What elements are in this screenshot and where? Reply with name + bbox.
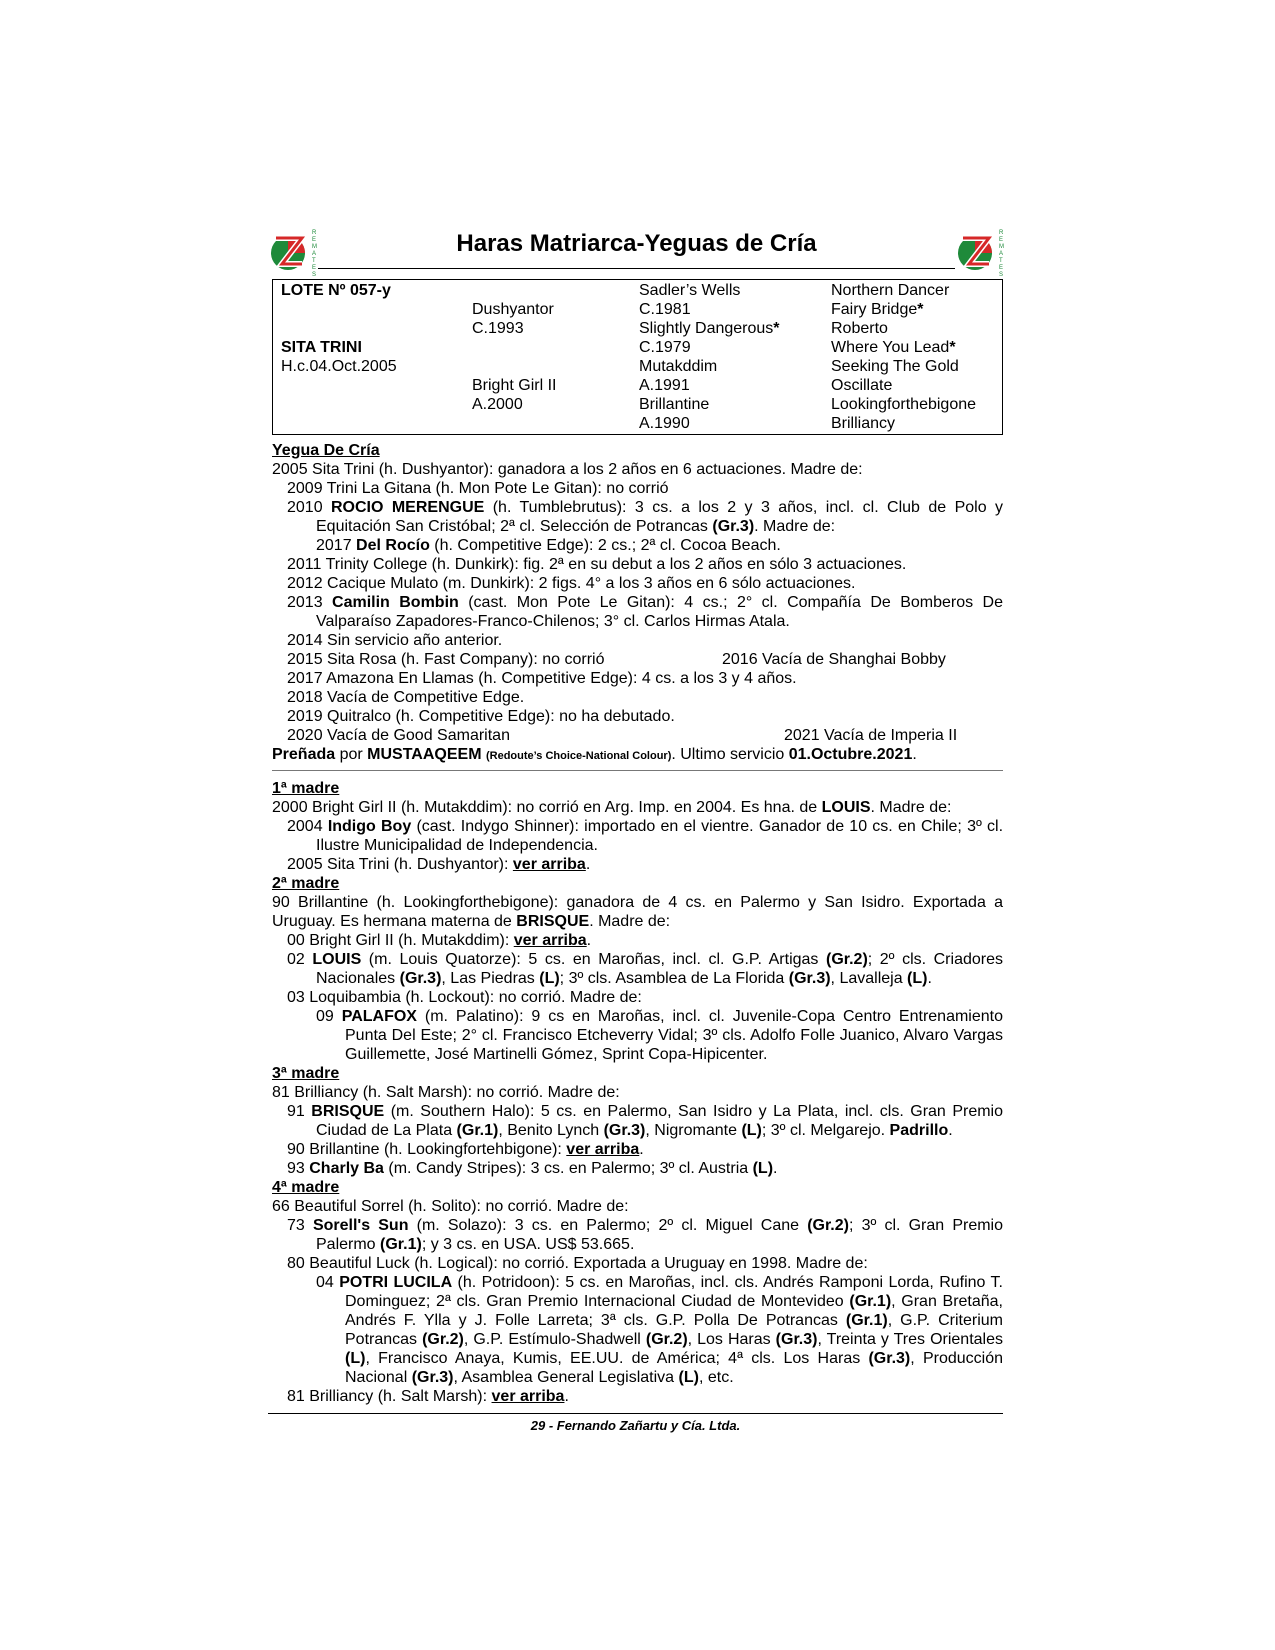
page-footer: 29 - Fernando Zañartu y Cía. Ltda. <box>530 1418 741 1433</box>
text-run: ; y 3 cs. en USA. US$ 53.665. <box>421 1236 635 1253</box>
text-run: (Gr.2) <box>645 1331 688 1348</box>
text-run: (Gr.3) <box>788 970 831 987</box>
star-mark: * <box>773 320 780 337</box>
text-line: 2012 Cacique Mulato (m. Dunkirk): 2 figs. 4° a los 3 años en 6 sólo actuaciones. <box>287 575 856 592</box>
text-line <box>272 817 1003 855</box>
text-run: . <box>586 932 592 949</box>
text-run: (Gr.2) <box>807 1217 849 1234</box>
text-line: 2009 Trini La Gitana (h. Mon Pote Le Gitan): no corrió <box>287 480 669 497</box>
zr-logo-icon <box>955 226 1005 276</box>
text-run: , G.P. Estímulo-Shadwell <box>463 1331 646 1348</box>
text-run: BRISQUE <box>311 1103 385 1120</box>
svg-text:E: E <box>312 237 317 243</box>
text-run: 2021 Vacía de Imperia II <box>784 727 958 744</box>
horse-birth: H.c.04.Oct.2005 <box>281 358 397 375</box>
section-heading: 1ª madre <box>272 780 340 797</box>
text-run: (h. Potridoon): 5 cs. en Maroñas, incl. cls. Andrés Ramponi Lorda, Rufino T. Dominguez; 2ª cls. Gran Premio Internacional Ciudad de Montevideo <box>345 1274 1003 1310</box>
text-run: Indigo Boy <box>327 818 412 835</box>
text-run: 2017 <box>316 537 357 554</box>
pregnancy-line <box>272 745 1003 764</box>
text-run: , Nigromante <box>645 1122 742 1139</box>
ancestor: Where You Lead <box>831 339 950 356</box>
text-run: . <box>564 1388 569 1405</box>
text-run: ; 2º cls. Criadores Nacionales <box>316 951 1003 987</box>
ancestor: Brillantine <box>639 396 710 413</box>
text-run: 73 <box>287 1217 313 1234</box>
star-mark: * <box>917 301 924 318</box>
page-header <box>268 226 1005 276</box>
svg-text:E: E <box>312 265 317 271</box>
text-run: (L) <box>678 1369 699 1386</box>
cross-reference: ver arriba <box>512 856 586 873</box>
text-run: , G.P. Criterium Potrancas <box>345 1312 1004 1348</box>
text-line <box>272 1387 1003 1406</box>
text-line: 2019 Quitralco (h. Competitive Edge): no ha debutado. <box>287 708 675 725</box>
text-run: , Las Piedras <box>441 970 540 987</box>
text-run: PALAFOX <box>341 1008 417 1025</box>
text-line <box>272 650 1003 669</box>
text-line: 80 Beautiful Luck (h. Logical): no corrió. Exportada a Uruguay en 1998. Madre de: <box>287 1255 868 1272</box>
svg-text:R: R <box>312 230 317 236</box>
text-run: Padrillo <box>889 1122 949 1139</box>
text-line <box>272 1102 1003 1140</box>
text-run: MUSTAAQEEM <box>367 746 482 763</box>
ancestor: Northern Dancer <box>831 282 950 299</box>
text-line <box>272 798 1003 817</box>
text-run: LOUIS <box>821 799 871 816</box>
svg-text:E: E <box>999 265 1004 271</box>
text-run: 2016 Vacía de Shanghai Bobby <box>722 651 946 668</box>
cross-reference: ver arriba <box>566 1141 640 1158</box>
text-line <box>272 536 1003 555</box>
text-line <box>272 931 1003 950</box>
text-run: (cast. Mon Pote Le Gitan): 4 cs.; 2° cl. Compañía De Bomberos De Valparaíso Zapadores-Franco-Chilenos; 3° cl. Carlos Hirmas Atala. <box>316 594 1004 630</box>
text-run: 00 Bright Girl II (h. Mutakddim): <box>287 932 514 949</box>
text-run: (Gr.1) <box>380 1236 422 1253</box>
dam-name: Bright Girl II <box>472 377 557 394</box>
text-run: , Los Haras <box>687 1331 776 1348</box>
text-run: (L) <box>539 970 560 987</box>
sire-name: Dushyantor <box>472 301 554 318</box>
text-run: (m. Southern Halo): 5 cs. en Palermo, San Isidro y La Plata, incl. cls. Gran Premio Ciudad de La Plata <box>316 1103 1003 1139</box>
text-run: 2013 <box>287 594 333 611</box>
text-run: (Gr.1) <box>849 1293 892 1310</box>
ancestor-year: C.1979 <box>639 339 691 356</box>
text-run: . <box>948 1122 953 1139</box>
svg-text:A: A <box>312 251 317 257</box>
text-run: ; 3º cl. Melgarejo. <box>761 1122 890 1139</box>
text-run: (m. Solazo): 3 cs. en Palermo; 2º cl. Miguel Cane <box>408 1217 808 1234</box>
text-run: , Treinta y Tres Orientales <box>817 1331 1003 1348</box>
ancestor: Lookingforthebigone <box>831 396 977 413</box>
zr-logo-icon <box>268 226 318 276</box>
ancestor-starred <box>831 338 956 357</box>
text-run: ROCIO MERENGUE <box>331 499 485 516</box>
text-run: , Asamblea General Legislativa <box>453 1369 679 1386</box>
text-run: 81 Brilliancy (h. Salt Marsh): <box>287 1388 492 1405</box>
text-line <box>272 498 1003 536</box>
svg-text:T: T <box>999 258 1003 264</box>
page-title: Haras Matriarca-Yeguas de Cría <box>456 230 817 257</box>
text-run: (Gr.3) <box>411 1369 454 1386</box>
text-run: 2015 Sita Rosa (h. Fast Company): no corrió <box>287 651 605 668</box>
text-run: 91 <box>287 1103 312 1120</box>
text-run: (Redoute’s Choice-National Colour) <box>485 750 672 762</box>
text-run: . <box>585 856 591 873</box>
text-run: Del Rocío <box>356 537 430 554</box>
svg-text:A: A <box>999 251 1004 257</box>
text-run: (L) <box>752 1160 774 1177</box>
text-run: 90 Brillantine (h. Lookingfortehbigone): <box>287 1141 567 1158</box>
text-line <box>272 726 1003 745</box>
text-run: , etc. <box>698 1369 734 1386</box>
text-run: (h. Tumblebrutus): 3 cs. a los 2 y 3 años, incl. cl. Club de Polo y Equitación San Cristóbal; 2ª cl. Selección de Potrancas <box>316 499 1003 535</box>
section-heading: 2ª madre <box>272 875 340 892</box>
ancestor: Seeking The Gold <box>831 358 959 375</box>
text-run: (Gr.2) <box>422 1331 464 1348</box>
text-run: 2010 <box>287 499 331 516</box>
text-run: , Francisco Anaya, Kumis, EE.UU. de América; 4ª cls. Los Haras <box>365 1350 869 1367</box>
text-line <box>272 1273 1003 1387</box>
text-line: 66 Beautiful Sorrel (h. Solito): no corrió. Madre de: <box>272 1198 629 1215</box>
text-run: BRISQUE <box>516 913 590 930</box>
section-heading: Yegua De Cría <box>272 442 380 459</box>
svg-text:R: R <box>999 230 1004 236</box>
text-run: , Lavalleja <box>830 970 908 987</box>
text-run: (Gr.1) <box>456 1122 499 1139</box>
text-run: (cast. Indygo Shinner): importado en el vientre. Ganador de 10 cs. en Chile; 3º cl. Ilustre Municipalidad de Independencia. <box>316 818 1004 854</box>
ancestor: Oscillate <box>831 377 893 394</box>
text-line: 81 Brilliancy (h. Salt Marsh): no corrió. Madre de: <box>272 1084 620 1101</box>
pedigree-table <box>272 279 1003 435</box>
svg-text:T: T <box>312 258 316 264</box>
section-divider <box>272 770 1003 771</box>
cross-reference: ver arriba <box>513 932 587 949</box>
text-run: 2005 Sita Trini (h. Dushyantor): <box>287 856 513 873</box>
svg-text:E: E <box>999 237 1004 243</box>
text-run: POTRI LUCILA <box>339 1274 453 1291</box>
text-run: 93 <box>287 1160 310 1177</box>
text-run: (Gr.2) <box>825 951 868 968</box>
lot-number: LOTE Nº 057-y <box>281 282 391 299</box>
text-run: . <box>912 746 917 763</box>
section-heading: 4ª madre <box>272 1179 340 1196</box>
text-run: 04 <box>316 1274 340 1291</box>
text-run: (m. Palatino): 9 cs en Maroñas, incl. cl. Juvenile-Copa Centro Entrenamiento Punta Del Este; 2° cl. Francisco Etcheverry Vidal; 3º cls. Adolfo Folle Juanico, Alvaro Vargas Guillemette, José Martinelli Gómez, Sprint Copa-Hipicenter. <box>345 1008 1003 1063</box>
text-run: 90 Brillantine (h. Lookingforthebigone): ganadora de 4 cs. en Palermo y San Isidro. Exportada a Uruguay. Es hermana materna de <box>272 894 1003 930</box>
svg-text:S: S <box>999 272 1004 276</box>
text-run: 2000 Bright Girl II (h. Mutakddim): no corrió en Arg. Imp. en 2004. Es hna. de <box>272 799 822 816</box>
text-run: (h. Competitive Edge): 2 cs.; 2ª cl. Cocoa Beach. <box>429 537 781 554</box>
dam-year: A.2000 <box>472 396 523 413</box>
text-run: , Producción Nacional <box>345 1350 1004 1386</box>
section-heading: 3ª madre <box>272 1065 340 1082</box>
ancestor-year: C.1981 <box>639 301 691 318</box>
text-run: (L) <box>907 970 928 987</box>
footer-divider <box>268 1413 1003 1414</box>
ancestor-starred <box>831 300 923 319</box>
text-run: ; 3º cls. Asamblea de La Florida <box>559 970 789 987</box>
text-run: 2020 Vacía de Good Samaritan <box>287 727 510 744</box>
ancestor: Mutakddim <box>639 358 718 375</box>
text-run: (m. Candy Stripes): 3 cs. en Palermo; 3º cl. Austria <box>383 1160 753 1177</box>
text-run: (m. Louis Quatorze): 5 cs. en Maroñas, incl. cl. G.P. Artigas <box>361 951 826 968</box>
text-line <box>272 593 1003 631</box>
text-run: ; 3º cl. Gran Premio Palermo <box>316 1217 1004 1253</box>
text-run: Charly Ba <box>309 1160 384 1177</box>
text-run: (Gr.3) <box>603 1122 646 1139</box>
text-run: (Gr.3) <box>399 970 442 987</box>
text-run: por <box>335 746 368 763</box>
text-run: (L) <box>345 1350 366 1367</box>
text-line <box>272 1140 1003 1159</box>
text-run: (Gr.3) <box>868 1350 911 1367</box>
text-line: 2018 Vacía de Competitive Edge. <box>287 689 525 706</box>
ancestor: Fairy Bridge <box>831 301 918 318</box>
text-line <box>272 1216 1003 1254</box>
ancestor-year: A.1990 <box>639 415 690 432</box>
text-run: (L) <box>741 1122 762 1139</box>
ancestor: Slightly Dangerous <box>639 320 774 337</box>
svg-text:M: M <box>999 244 1004 250</box>
text-line <box>272 893 1003 931</box>
text-run: . <box>773 1160 778 1177</box>
svg-text:S: S <box>312 272 317 276</box>
text-run: . Ultimo servicio <box>671 746 789 763</box>
horse-name: SITA TRINI <box>281 339 362 356</box>
text-line: 03 Loquibambia (h. Lockout): no corrió. Madre de: <box>287 989 642 1006</box>
ancestor: Brilliancy <box>831 415 896 432</box>
document-body <box>272 441 1003 1406</box>
text-line <box>272 855 1003 874</box>
text-run: . Madre de: <box>589 913 671 930</box>
ancestor: Roberto <box>831 320 888 337</box>
text-run: . <box>639 1141 644 1158</box>
text-run: . Madre de: <box>754 518 836 535</box>
text-line <box>272 1007 1003 1064</box>
cross-reference: ver arriba <box>491 1388 565 1405</box>
sire-year: C.1993 <box>472 320 524 337</box>
ancestor: Sadler’s Wells <box>639 282 741 299</box>
title-divider <box>318 268 955 269</box>
text-run: , Gran Bretaña, Andrés F. Ylla y J. Folle Larreta; 3ª cls. G.P. Polla De Potrancas <box>345 1293 1004 1329</box>
text-line: 2014 Sin servicio año anterior. <box>287 632 503 649</box>
star-mark: * <box>949 339 956 356</box>
text-run: (Gr.3) <box>712 518 755 535</box>
ancestor-year: A.1991 <box>639 377 690 394</box>
text-run: Preñada <box>272 746 336 763</box>
text-run: Sorell's Sun <box>312 1217 409 1234</box>
svg-text:M: M <box>312 244 317 250</box>
text-line <box>272 950 1003 988</box>
text-run: 2004 <box>287 818 328 835</box>
ancestor-starred <box>639 319 780 338</box>
text-run: . <box>927 970 932 987</box>
text-run: 02 <box>287 951 313 968</box>
text-run: (Gr.1) <box>845 1312 888 1329</box>
text-run: (Gr.3) <box>775 1331 818 1348</box>
text-line: 2005 Sita Trini (h. Dushyantor): ganadora a los 2 años en 6 actuaciones. Madre de: <box>272 461 863 478</box>
text-run: , Benito Lynch <box>498 1122 604 1139</box>
text-run: 09 <box>316 1008 342 1025</box>
text-line: 2017 Amazona En Llamas (h. Competitive Edge): 4 cs. a los 3 y 4 años. <box>287 670 797 687</box>
text-run: LOUIS <box>312 951 362 968</box>
text-line: 2011 Trinity College (h. Dunkirk): fig. 2ª en su debut a los 2 años en sólo 3 actuaciones. <box>287 556 907 573</box>
text-run: Camilin Bombin <box>332 594 459 611</box>
text-run: 01.Octubre.2021 <box>788 746 913 763</box>
text-run: . Madre de: <box>870 799 952 816</box>
text-line <box>272 1159 1003 1178</box>
